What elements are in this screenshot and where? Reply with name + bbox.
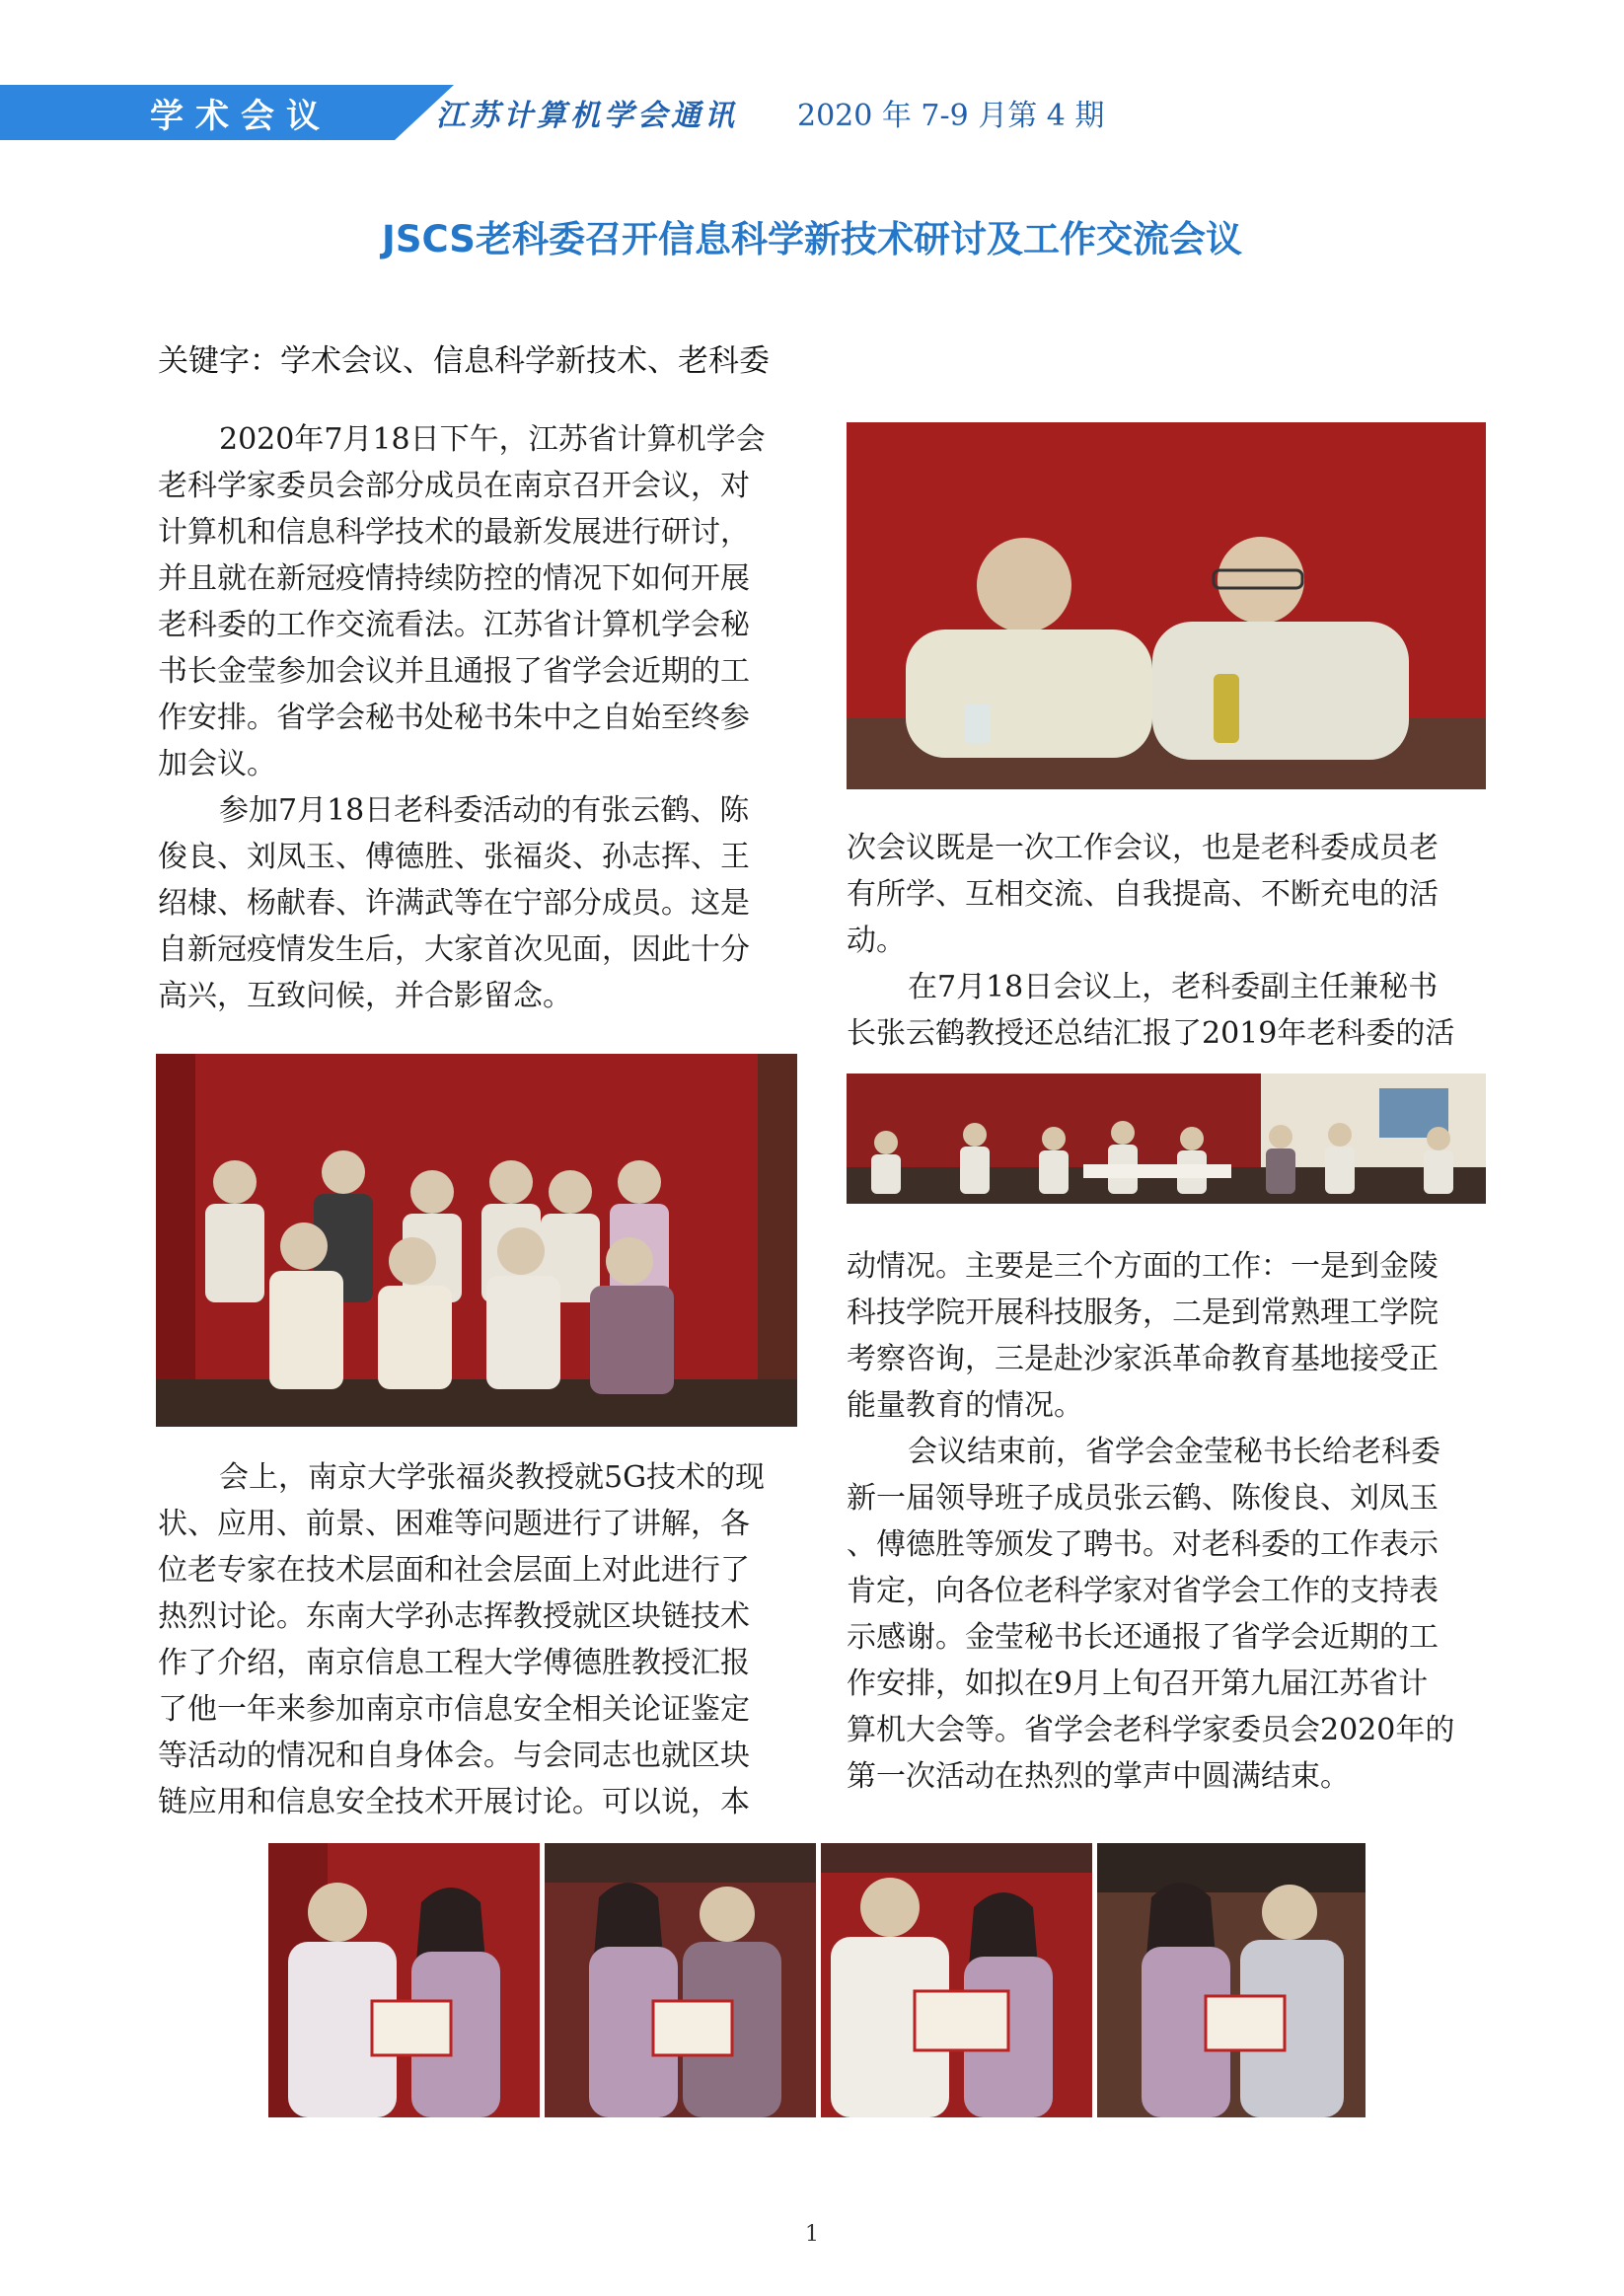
article-title: JSCS老科委召开信息科学新技术研讨及工作交流会议 <box>382 218 1242 260</box>
text-line: 状、应用、前景、困难等问题进行了讲解，各 <box>158 1507 750 1541</box>
text-line: 2020年7月18日下午，江苏省计算机学会 <box>219 422 766 457</box>
text-line: 会议结束前，省学会金莹秘书长给老科委 <box>908 1435 1440 1469</box>
text-line: 能量教育的情况。 <box>847 1388 1083 1423</box>
text-line: 动情况。主要是三个方面的工作：一是到金陵 <box>847 1249 1439 1284</box>
text-line: 位老专家在技术层面和社会层面上对此进行了 <box>158 1553 750 1588</box>
paragraph-intro <box>158 416 784 787</box>
keywords: 关键字：学术会议、信息科学新技术、老科委 <box>158 343 770 379</box>
certificate-photo-strip <box>268 1843 1366 2117</box>
paragraph-summary-intro <box>847 964 1486 1057</box>
text-line: 肯定，向各位老科学家对省学会工作的支持表 <box>847 1574 1439 1608</box>
text-line: 高兴，互致问候，并合影留念。 <box>158 979 572 1013</box>
paragraph-discussion <box>158 1454 784 1825</box>
text-line: 长张云鹤教授还总结汇报了2019年老科委的活 <box>847 1016 1455 1051</box>
page-number: 1 <box>805 2222 819 2247</box>
text-line: 示感谢。金莹秘书长还通报了省学会近期的工 <box>847 1620 1439 1655</box>
meeting-room-photo <box>847 1074 1486 1204</box>
text-line: 作安排。省学会秘书处秘书朱中之自始至终参 <box>158 701 750 735</box>
text-line: 算机大会等。省学会老科学家委员会2020年的 <box>847 1713 1455 1747</box>
text-line: 热烈讨论。东南大学孙志挥教授就区块链技术 <box>158 1599 750 1634</box>
text-line: 等活动的情况和自身体会。与会同志也就区块 <box>158 1739 750 1773</box>
text-line: 自新冠疫情发生后，大家首次见面，因此十分 <box>158 932 750 967</box>
text-line: 会上，南京大学张福炎教授就5G技术的现 <box>219 1460 766 1495</box>
section-label: 学术会议 <box>150 97 332 136</box>
text-line: 参加7月18日老科委活动的有张云鹤、陈 <box>219 793 750 828</box>
text-line: 有所学、互相交流、自我提高、不断充电的活 <box>847 877 1439 912</box>
text-line: 动。 <box>847 924 906 958</box>
paragraph-meeting-nature <box>847 825 1486 964</box>
text-line: 书长金莹参加会议并且通报了省学会近期的工 <box>158 654 750 689</box>
text-line: 链应用和信息安全技术开展讨论。可以说，本 <box>158 1785 750 1819</box>
paragraph-activities <box>847 1243 1486 1429</box>
text-line: 科技学院开展科技服务，二是到常熟理工学院 <box>847 1296 1439 1330</box>
text-line: 老科委的工作交流看法。江苏省计算机学会秘 <box>158 608 750 642</box>
text-line: 俊良、刘凤玉、傅德胜、张福炎、孙志挥、王 <box>158 840 750 874</box>
discussion-photo <box>847 422 1486 789</box>
text-line: 第一次活动在热烈的掌声中圆满结束。 <box>847 1759 1350 1794</box>
group-photo <box>156 1054 797 1427</box>
text-line: 加会议。 <box>158 747 276 781</box>
text-line: 了他一年来参加南京市信息安全相关论证鉴定 <box>158 1692 750 1727</box>
text-line: 作了介绍，南京信息工程大学傅德胜教授汇报 <box>158 1646 750 1680</box>
text-line: 计算机和信息科学技术的最新发展进行研讨， <box>158 515 750 550</box>
text-line: 次会议既是一次工作会议，也是老科委成员老 <box>847 831 1439 865</box>
text-line: 新一届领导班子成员张云鹤、陈俊良、刘凤玉 <box>847 1481 1439 1516</box>
text-line: 绍棣、杨献春、许满武等在宁部分成员。这是 <box>158 886 750 921</box>
text-line: 在7月18日会议上，老科委副主任兼秘书 <box>908 970 1439 1004</box>
paragraph-closing <box>847 1429 1486 1800</box>
text-line: 、傅德胜等颁发了聘书。对老科委的工作表示 <box>847 1527 1439 1562</box>
text-line: 老科学家委员会部分成员在南京召开会议，对 <box>158 469 750 503</box>
issue-number: 2020 年 7-9 月第 4 期 <box>797 99 1105 133</box>
text-line: 考察咨询，三是赴沙家浜革命教育基地接受正 <box>847 1342 1439 1376</box>
paragraph-attendees <box>158 787 784 1019</box>
text-line: 作安排，如拟在9月上旬召开第九届江苏省计 <box>847 1666 1429 1701</box>
journal-name: 江苏计算机学会通讯 <box>436 99 738 133</box>
text-line: 并且就在新冠疫情持续防控的情况下如何开展 <box>158 561 750 596</box>
